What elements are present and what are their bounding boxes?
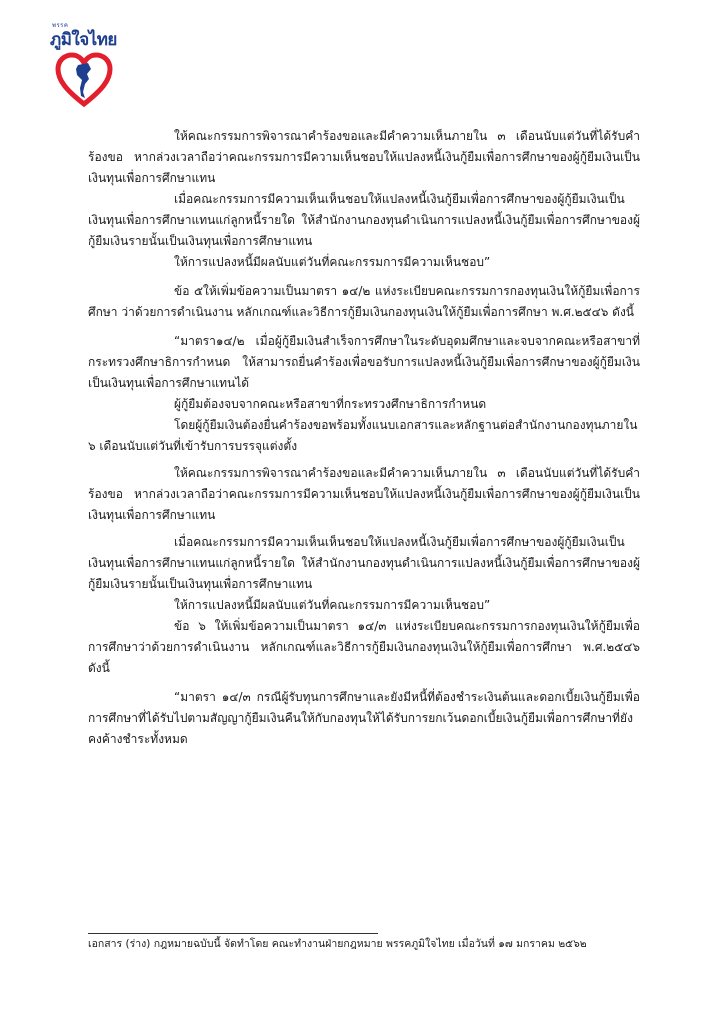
paragraph: ให้การแปลงหนี้มีผลนับแต่วันที่คณะกรรมการมีความเห็นชอบ” [174, 255, 491, 269]
paragraph: โดยผู้กู้ยืมเงินต้องยื่นคำร้องขอพร้อมทั้งแนบเอกสารและหลักฐานต่อสำนักงานกองทุนภายใน ๖ เดือนนับแต่วันที่เข้ารับการบรรจุแต่งตั้ง [88, 418, 638, 453]
logo-party-name: ภูมิใจไทย [50, 30, 117, 50]
heart-map-icon [54, 52, 114, 108]
paragraph: “มาตรา๑๔/๒ เมื่อผู้กู้ยืมเงินสำเร็จการศึกษาในระดับอุดมศึกษาและจบจากคณะหรือสาขาที่กระทรวงศึกษาธิการกำหนด ให้สามารถยื่นคำร้องเพื่อขอรับการแปลงหนี้เงินกู้ยืมเพื่อการศึกษาของผู้กู้ยืมเงินเป็นเงินทุนเพื่อการศึกษาแทนได้ [88, 334, 640, 390]
paragraph: “มาตรา ๑๔/๓ กรณีผู้รับทุนการศึกษาและยังมีหนี้ที่ต้องชำระเงินต้นและดอกเบี้ยเงินกู้ยืมเพื่อการศึกษาที่ได้รับไปตามสัญญากู้ยืมเงินคืนให้กับกองทุนให้ได้รับการยกเว้นดอกเบี้ยเงินกู้ยืมเพื่อการศึกษาที่ยังคงค้างชำระทั้งหมด [88, 690, 640, 746]
document-body [88, 126, 640, 750]
paragraph: เมื่อคณะกรรมการมีความเห็นเห็นชอบให้แปลงหนี้เงินกู้ยืมเพื่อการศึกษาของผู้กู้ยืมเงินเป็นเงินทุนเพื่อการศึกษาแทนแก่ลูกหนี้รายใด ให้สำนักงานกองทุนดำเนินการแปลงหนี้เงินกู้ยืมเพื่อการศึกษาของผู้กู้ยืมเงินรายนั้นเป็นเงินทุนเพื่อการศึกษาแทน [88, 192, 640, 248]
paragraph: ผู้กู้ยืมต้องจบจากคณะหรือสาขาที่กระทรวงศึกษาธิการกำหนด [174, 397, 487, 411]
paragraph: เมื่อคณะกรรมการมีความเห็นเห็นชอบให้แปลงหนี้เงินกู้ยืมเพื่อการศึกษาของผู้กู้ยืมเงินเป็นเงินทุนเพื่อการศึกษาแทนแก่ลูกหนี้รายใด ให้สำนักงานกองทุนดำเนินการแปลงหนี้เงินกู้ยืมเพื่อการศึกษาของผู้กู้ยืมเงินรายนั้นเป็นเงินทุนเพื่อการศึกษาแทน [88, 535, 640, 591]
party-logo [50, 20, 122, 116]
paragraph: ให้คณะกรรมการพิจารณาคำร้องขอและมีคำความเห็นภายใน ๓ เดือนนับแต่วันที่ได้รับคำร้องขอ หากล่วงเวลาถือว่าคณะกรรมการมีความเห็นชอบให้แปลงหนี้เงินกู้ยืมเพื่อการศึกษาของผู้กู้ยืมเงินเป็นเงินทุนเพื่อการศึกษาแทน [88, 129, 640, 185]
paragraph: ข้อ ๖ ให้เพิ่มข้อความเป็นมาตรา ๑๔/๓ แห่งระเบียบคณะกรรมการกองทุนเงินให้กู้ยืมเพื่อการศึกษาว่าด้วยการดำเนินงาน หลักเกณฑ์และวิธีการกู้ยืมเงินกองทุนเงินให้กู้ยืมเพื่อการศึกษา พ.ศ.๒๕๔๖ ดังนี้ [88, 619, 640, 675]
paragraph: ข้อ ๕ให้เพิ่มข้อความเป็นมาตรา ๑๔/๒ แห่งระเบียบคณะกรรมการกองทุนเงินให้กู้ยืมเพื่อการศึกษา ว่าด้วยการดำเนินงาน หลักเกณฑ์และวิธีการกู้ยืมเงินกองทุนเงินให้กู้ยืมเพื่อการศึกษา พ.ศ.๒๕๔๖ ดังนี้ [88, 284, 640, 319]
footnote: เอกสาร (ร่าง) กฎหมายฉบับนี้ จัดทำโดย คณะทำงานฝ่ายกฎหมาย พรรคภูมิใจไทย เมื่อวันที่ ๑๗ มกราคม ๒๕๖๒ [88, 938, 587, 950]
logo-small-text: พรรค [52, 22, 69, 29]
paragraph: ให้การแปลงหนี้มีผลนับแต่วันที่คณะกรรมการมีความเห็นชอบ” [174, 598, 491, 612]
footnote-divider [88, 933, 378, 934]
paragraph: ให้คณะกรรมการพิจารณาคำร้องขอและมีคำความเห็นภายใน ๓ เดือนนับแต่วันที่ได้รับคำร้องขอ หากล่วงเวลาถือว่าคณะกรรมการมีความเห็นชอบให้แปลงหนี้เงินกู้ยืมเพื่อการศึกษาของผู้กู้ยืมเงินเป็นเงินทุนเพื่อการศึกษาแทน [88, 466, 640, 522]
